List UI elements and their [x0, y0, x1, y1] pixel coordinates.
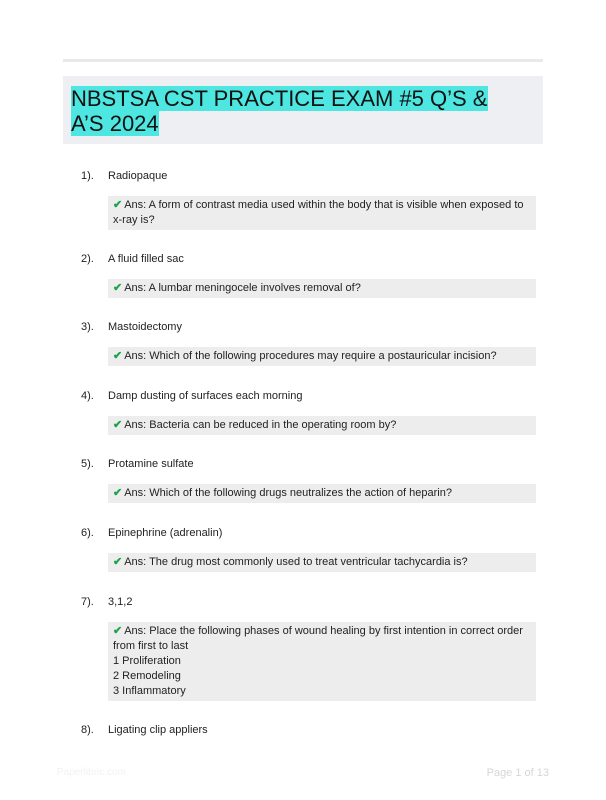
- answer-text: Ans: A form of contrast media used within the body that is visible when exposed to x-ray is?: [113, 199, 524, 226]
- question-text: A fluid filled sac: [108, 253, 184, 265]
- question-row: [81, 723, 536, 737]
- question-text: Protamine sulfate: [108, 458, 194, 470]
- question-number: 5).: [81, 458, 94, 470]
- question-row: [81, 320, 536, 334]
- answer-line: 3 Inflammatory: [113, 685, 186, 697]
- qa-item-4: [81, 389, 536, 435]
- check-icon: ✔: [113, 419, 123, 431]
- answer-box: [108, 622, 536, 701]
- answer-box: [108, 416, 536, 435]
- qa-item-6: [81, 526, 536, 572]
- answer-text: Ans: Which of the following drugs neutralizes the action of heparin?: [124, 487, 452, 499]
- check-icon: ✔: [113, 199, 123, 211]
- answer-text: Ans: Place the following phases of wound healing by first intention in correct order from first to last: [113, 625, 523, 652]
- check-icon: ✔: [113, 556, 123, 568]
- question-text: Radiopaque: [108, 170, 168, 182]
- question-number: 6).: [81, 527, 94, 539]
- answer-line: 1 Proliferation: [113, 655, 181, 667]
- question-number: 7).: [81, 596, 94, 608]
- question-text: Damp dusting of surfaces each morning: [108, 390, 303, 402]
- question-number: 2).: [81, 253, 94, 265]
- footer-watermark: Paperlibric.com: [57, 767, 126, 778]
- answer-text: Ans: Which of the following procedures may require a postauricular incision?: [124, 350, 497, 362]
- question-text: Mastoidectomy: [108, 321, 182, 333]
- question-text: Ligating clip appliers: [108, 724, 208, 736]
- check-icon: ✔: [113, 625, 123, 637]
- question-number: 3).: [81, 321, 94, 333]
- answer-text: Ans: The drug most commonly used to treat ventricular tachycardia is?: [124, 556, 468, 568]
- qa-item-7: [81, 595, 536, 701]
- title-banner: [63, 76, 543, 144]
- question-number: 4).: [81, 390, 94, 402]
- question-row: [81, 252, 536, 266]
- qa-item-1: [81, 169, 536, 230]
- question-row: [81, 526, 536, 540]
- answer-box: [108, 484, 536, 503]
- page-number: Page 1 of 13: [486, 767, 549, 779]
- top-divider: [63, 59, 543, 62]
- answer-box: [108, 553, 536, 572]
- answer-text: Ans: A lumbar meningocele involves removal of?: [124, 282, 361, 294]
- answer-box: [108, 279, 536, 298]
- qa-item-2: [81, 252, 536, 298]
- check-icon: ✔: [113, 350, 123, 362]
- question-row: [81, 169, 536, 183]
- question-row: [81, 457, 536, 471]
- answer-line: [113, 624, 532, 654]
- answer-text: Ans: Bacteria can be reduced in the operating room by?: [124, 419, 397, 431]
- question-row: [81, 595, 536, 609]
- qa-item-3: [81, 320, 536, 366]
- question-number: 8).: [81, 724, 94, 736]
- question-text: 3,1,2: [108, 596, 133, 608]
- question-row: [81, 389, 536, 403]
- answer-line: 2 Remodeling: [113, 670, 181, 682]
- answer-box: [108, 196, 536, 230]
- question-text: Epinephrine (adrenalin): [108, 527, 223, 539]
- qa-item-5: [81, 457, 536, 503]
- check-icon: ✔: [113, 487, 123, 499]
- answer-box: [108, 347, 536, 366]
- check-icon: ✔: [113, 282, 123, 294]
- page-title: NBSTSA CST PRACTICE EXAM #5 Q’S & A’S 2024: [71, 86, 488, 136]
- question-number: 1).: [81, 170, 94, 182]
- qa-item-8: [81, 723, 536, 737]
